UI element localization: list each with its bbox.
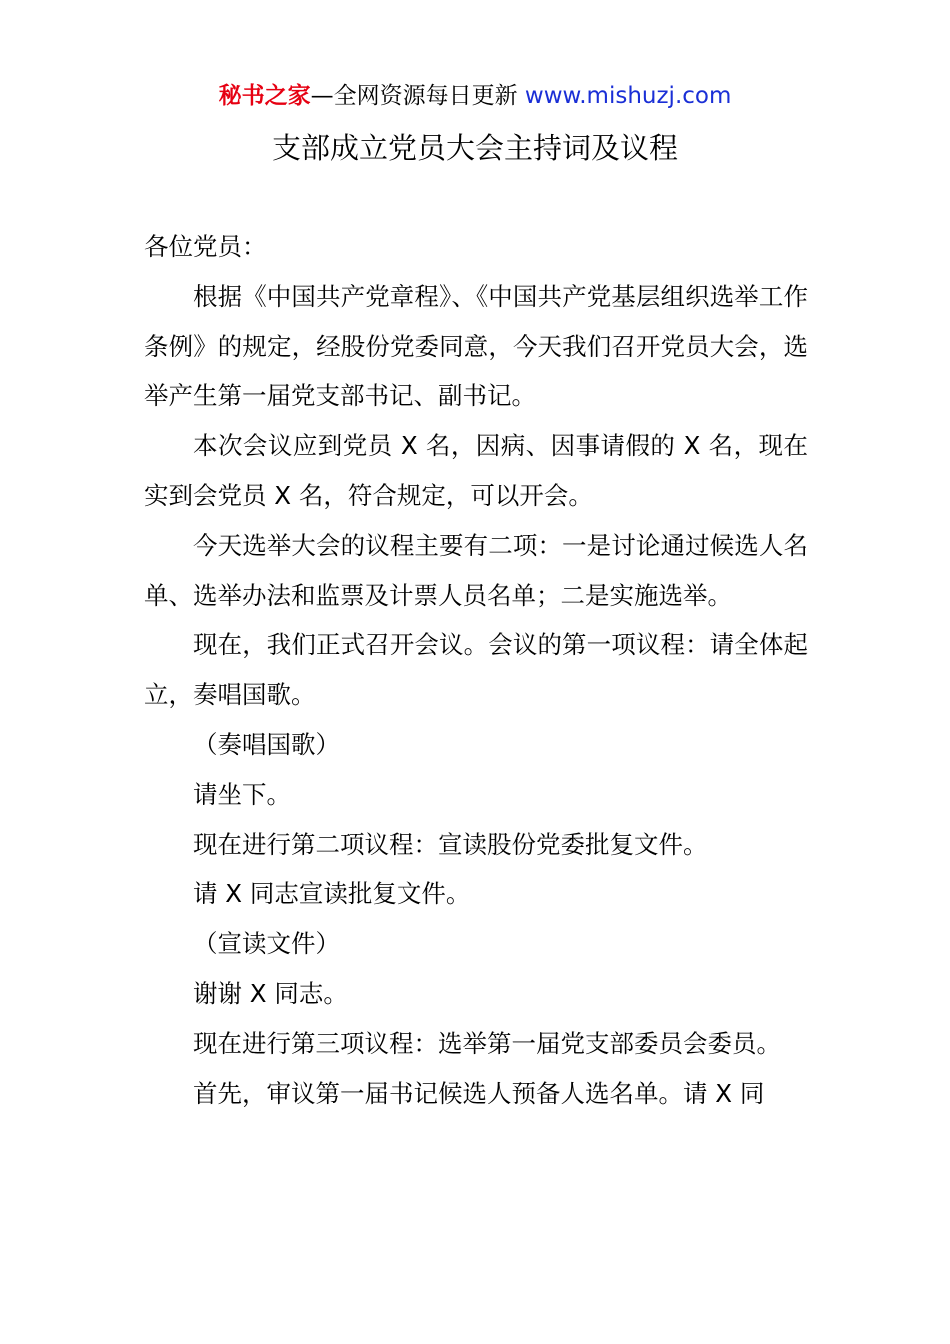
paragraph: 根据《中国共产党章程》、《中国共产党基层组织选举工作条例》的规定，经股份党委同意，今天我们召开党员大会，选举产生第一届党支部书记、副书记。 [144,281,808,411]
paragraph: （奏唱国歌） [193,729,340,759]
salutation: 各位党员： [144,232,267,261]
paragraph: 谢谢 X 同志。 [193,978,348,1008]
header-tagline: —全网资源每日更新 [310,83,518,109]
paragraph: 现在进行第三项议程：选举第一届党支部委员会委员。 [193,1028,781,1058]
paragraph: 今天选举大会的议程主要有二项：一是讨论通过候选人名单、选举办法和监票及计票人员名单；二是实施选举。 [144,530,808,610]
paragraph: 请 X 同志宣读批复文件。 [193,879,471,909]
document-body [144,222,808,1118]
paragraph: 请坐下。 [193,779,291,809]
site-url-link[interactable]: www.mishuzj.com [524,83,732,109]
brand-name: 秘书之家 [218,83,311,109]
site-header [0,80,950,112]
document-title: 支部成立党员大会主持词及议程 [271,131,678,165]
paragraph: 现在进行第二项议程：宣读股份党委批复文件。 [193,829,708,859]
paragraph: 本次会议应到党员 X 名，因病、因事请假的 X 名，现在实到会党员 X 名，符合规定，可以开会。 [144,431,808,510]
paragraph: （宣读文件） [193,929,340,959]
paragraph: 现在，我们正式召开会议。会议的第一项议程：请全体起立，奏唱国歌。 [144,630,808,710]
paragraph: 首先，审议第一届书记候选人预备人选名单。请 X 同 [193,1078,765,1108]
